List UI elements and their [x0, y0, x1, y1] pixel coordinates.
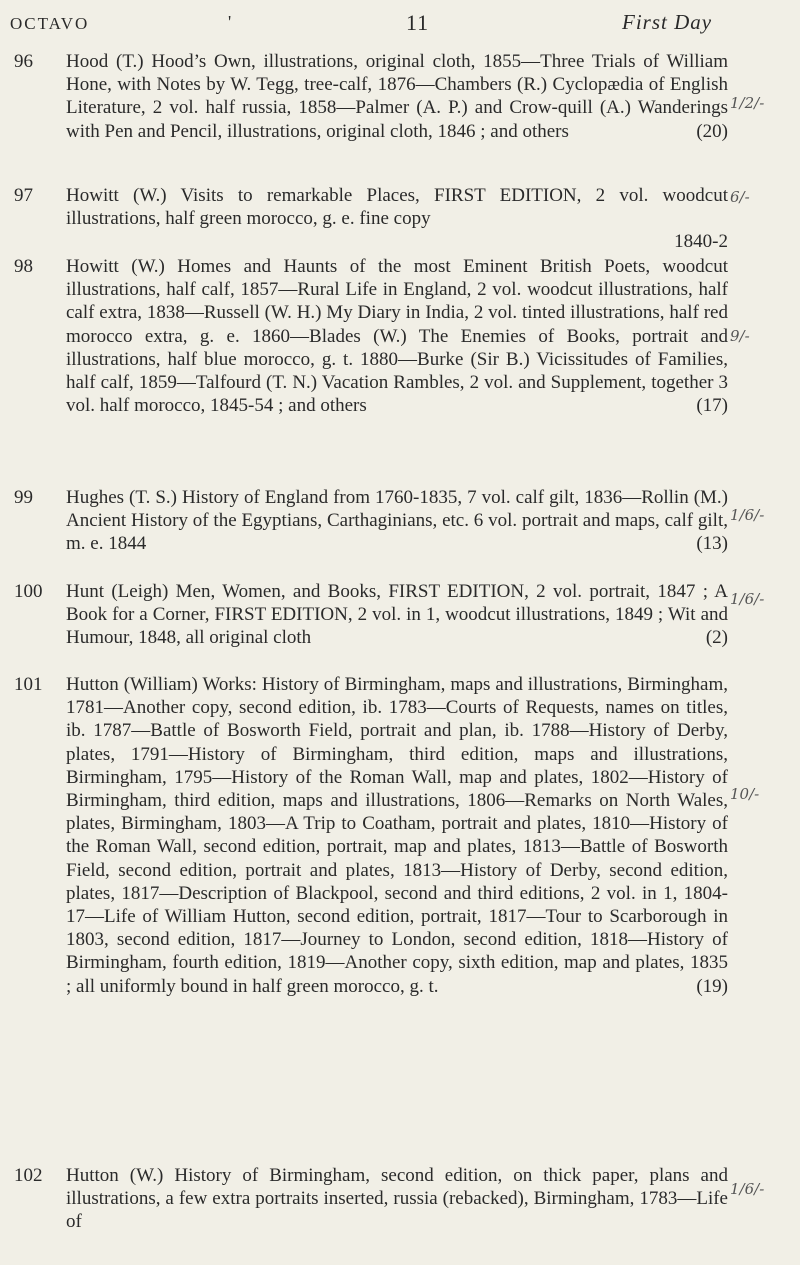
handwritten-price: 1/6/-: [730, 506, 765, 524]
handwritten-price: 9/-: [730, 327, 750, 345]
header-day: First Day: [622, 10, 713, 34]
lot-count: (19): [696, 975, 728, 997]
handwritten-price: 1/6/-: [730, 1180, 765, 1198]
lot-description: Hutton (William) Works: History of Birmingham, maps and illustrations, Birmingham, 1781—Another copy, second edition, ib. 1783—Courts of Requests, names on titles, ib. 1787—Battle of Bosworth Field, portrait and plan, ib. 1788—History of Derby, plates, 1791—History of Birmingham, third edition, maps and illustrations, Birmingham, 1795—History of the Roman Wall, map and plates, 1802—History of Birmingham, third edition, maps and illustrations, 1806—Remarks on North Wales, plates, Birmingham, 1803—A Trip to Coatham, portrait and plates, 1810—History of the Roman Wall, second edition, portrait, map and plates, 1813—Battle of Bosworth Field, second edition, portrait and plates, 1813—History of Derby, second edition, plates, 1817—Description of Blackpool, second and third editions, 2 vol. in 1, 1804-17—Life of William Hutton, second edition, portrait, 1817—Tour to Scarborough in 1803, second edition, 1817—Journey to London, second edition, 1818—History of Birmingham, fourth edition, 1819—Another copy, sixth edition, map and plates, 1835 ; all uniformly bound in half green morocco, g. t. (19): [66, 674, 728, 997]
lot-description: Hood (T.) Hood’s Own, illustrations, original cloth, 1855—Three Trials of William Hone, with Notes by W. Tegg, tree-calf, 1876—Chambers (R.) Cyclopædia of English Literature, 2 vol. half russia, 1858—Palmer (A. P.) and Crow-quill (A.) Wanderings with Pen and Pencil, illustrations, original cloth, 1846 ; and others (20): [66, 51, 728, 142]
lot-number: 98: [14, 256, 33, 277]
handwritten-price: 1/6/-: [730, 590, 765, 608]
lot-description: Howitt (W.) Visits to remarkable Places, FIRST EDITION, 2 vol. woodcut illustrations, half green morocco, g. e. fine copy 1840-2: [66, 185, 728, 253]
lot-number: 100: [14, 581, 43, 602]
lot-number: 101: [14, 674, 43, 695]
lot-number: 96: [14, 51, 33, 72]
handwritten-price: 10/-: [730, 785, 760, 803]
lot-count: (17): [696, 395, 728, 417]
lot-description: Hutton (W.) History of Birmingham, second edition, on thick paper, plans and illustrations, a few extra portraits inserted, russia (rebacked), Birmingham, 1783—Life of: [66, 1165, 728, 1233]
handwritten-price: 1/2/-: [730, 94, 765, 112]
lot-number: 97: [14, 185, 33, 206]
lot-count: (2): [705, 627, 728, 649]
lot-count: (13): [696, 533, 728, 555]
lot-count: (20): [696, 120, 728, 142]
lot-description: Hunt (Leigh) Men, Women, and Books, FIRST EDITION, 2 vol. portrait, 1847 ; A Book for a Corner, FIRST EDITION, 2 vol. in 1, woodcut illustrations, 1849 ; Wit and Humour, 1848, all original cloth (2): [66, 581, 728, 649]
lot-number: 102: [14, 1165, 43, 1186]
header-format: OCTAVO: [10, 14, 90, 33]
lot-description: Howitt (W.) Homes and Haunts of the most Eminent British Poets, woodcut illustrations, half calf, 1857—Rural Life in England, 2 vol. woodcut illustrations, half calf extra, 1838—Russell (W. H.) My Diary in India, 2 vol. tinted illustrations, half red morocco extra, g. e. 1860—Blades (W.) The Enemies of Books, portrait and illustrations, half blue morocco, g. t. 1880—Burke (Sir B.) Vicissitudes of Families, half calf, 1859—Talfourd (T. N.) Vacation Rambles, 2 vol. and Supplement, together 3 vol. half morocco, 1845-54 ; and others (17): [66, 256, 728, 417]
header-mark: ': [228, 12, 233, 32]
page-header: [0, 8, 800, 38]
handwritten-price: 6/-: [730, 188, 750, 206]
lot-date: 1840-2: [674, 231, 728, 253]
page-number: 11: [406, 10, 430, 35]
lot-number: 99: [14, 487, 33, 508]
lot-description: Hughes (T. S.) History of England from 1760-1835, 7 vol. calf gilt, 1836—Rollin (M.) Ancient History of the Egyptians, Carthaginians, etc. 6 vol. portrait and maps, calf gilt, m. e. 1844 (13): [66, 487, 728, 555]
